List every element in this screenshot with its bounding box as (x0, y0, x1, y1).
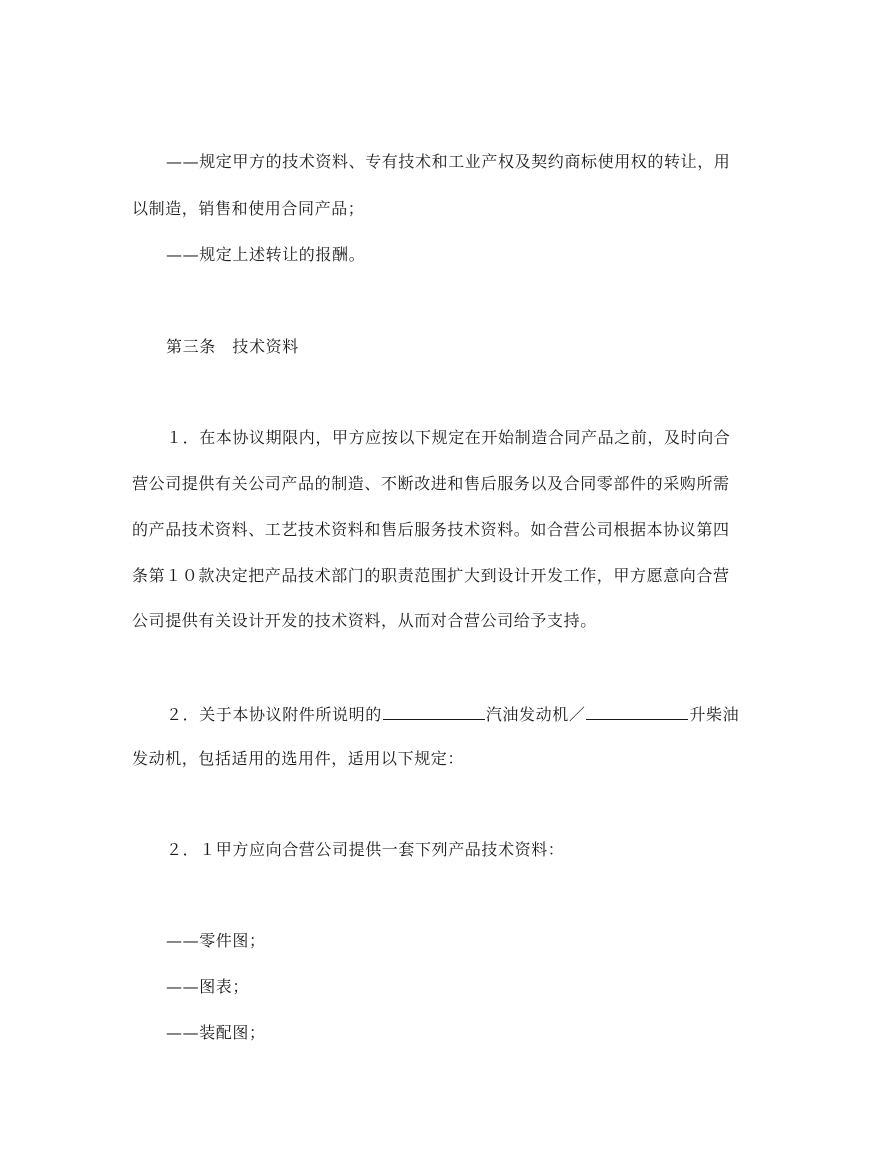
item2-text-end: 升柴油 (689, 705, 740, 724)
paragraph-line: １．在本协议期限内，甲方应按以下规定在开始制造合同产品之前，及时向合 (166, 428, 731, 447)
item2-text-start: ２．关于本协议附件所说明的 (166, 705, 382, 724)
list-item: ——图表； (166, 977, 250, 996)
list-item: ——装配图； (166, 1023, 266, 1042)
list-item: ——零件图； (166, 931, 266, 950)
paragraph-line: 条第１０款决定把产品技术部门的职责范围扩大到设计开发工作，甲方愿意向合营 (132, 566, 730, 585)
subsection-line: ２．１甲方应向合营公司提供一套下列产品技术资料： (166, 840, 565, 859)
paragraph-line: 公司提供有关设计开发的技术资料，从而对合营公司给予支持。 (132, 611, 597, 630)
paragraph-line: 以制造，销售和使用合同产品； (132, 199, 365, 218)
item2-text-middle: 汽油发动机／ (485, 705, 586, 724)
paragraph-line: 的产品技术资料、工艺技术资料和售后服务技术资料。如合营公司根据本协议第四 (132, 520, 730, 539)
paragraph-line: ——规定甲方的技术资料、专有技术和工业产权及契约商标使用权的转让，用 (166, 152, 731, 171)
paragraph-line (166, 703, 739, 725)
paragraph-line: ——规定上述转让的报酬。 (166, 245, 366, 264)
paragraph-line: 发动机，包括适用的选用件，适用以下规定： (132, 749, 465, 768)
blank-field-gasoline (383, 703, 485, 720)
section-heading: 第三条 技术资料 (166, 337, 299, 356)
blank-field-diesel (586, 703, 688, 720)
paragraph-line: 营公司提供有关公司产品的制造、不断改进和售后服务以及合同零部件的采购所需 (132, 474, 730, 493)
